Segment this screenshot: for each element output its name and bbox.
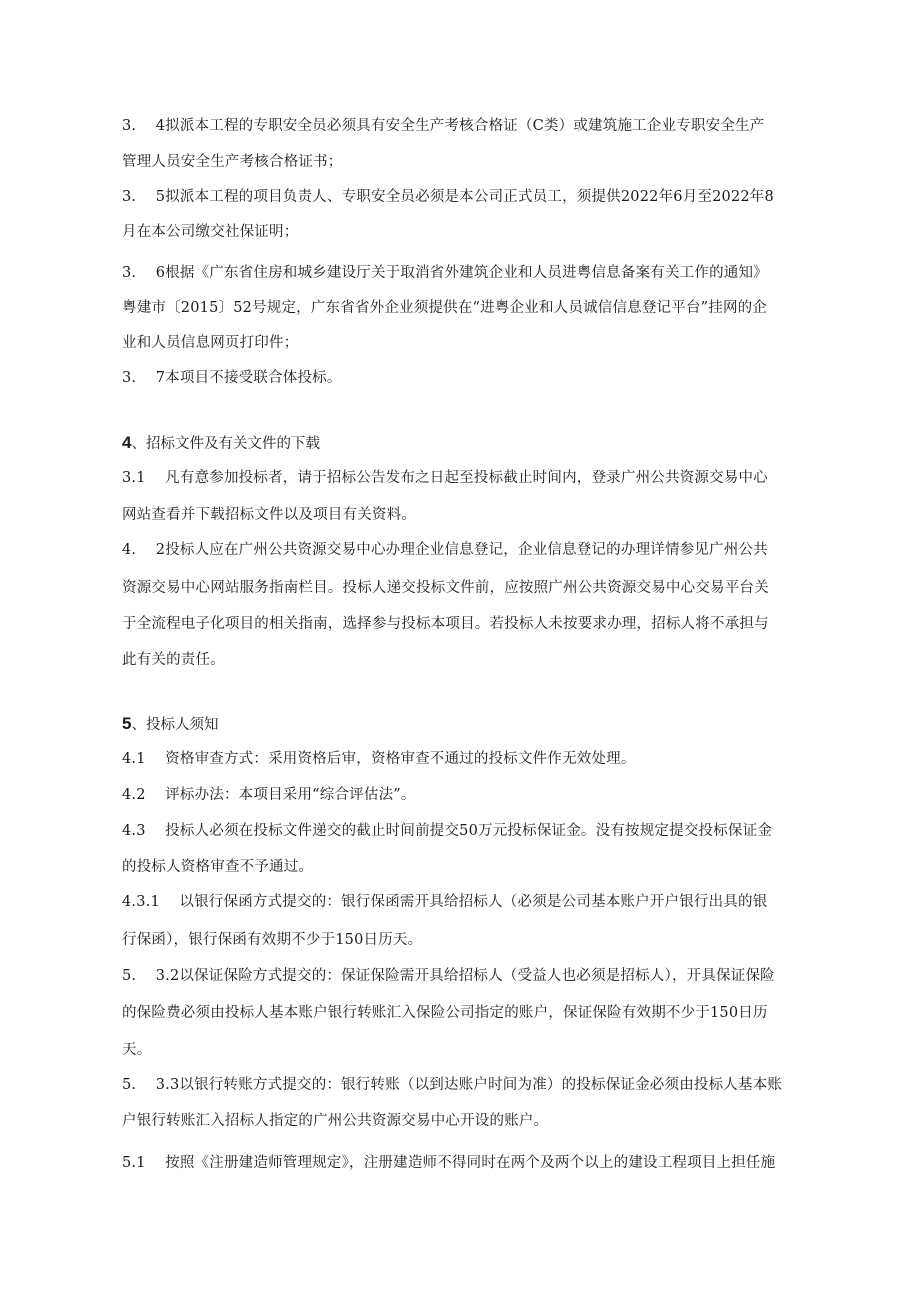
paragraph-line: 5. 3.3以银行转账方式提交的：银行转账（以到达账户时间为准）的投标保证金必须由投标人基本账 (122, 1077, 783, 1093)
paragraph-line: 业和人员信息网页打印件； (122, 335, 299, 351)
paragraph-line: 4. 2投标人应在广州公共资源交易中心办理企业信息登记，企业信息登记的办理详情参见广州公共 (122, 542, 768, 558)
section-title: 、招标文件及有关文件的下载 (131, 436, 320, 452)
paragraph-line: 4.3.1 以银行保函方式提交的：银行保函需开具给招标人（必须是公司基本账户开户银行出具的银 (122, 894, 768, 910)
section-heading-bidder-notice (122, 714, 218, 735)
paragraph-line: 户银行转账汇入招标人指定的广州公共资源交易中心开设的账户。 (122, 1113, 549, 1129)
paragraph-line: 5.1 按照《注册建造师管理规定》，注册建造师不得同时在两个及两个以上的建设工程项目上担任施 (122, 1155, 776, 1171)
paragraph-line: 4.1 资格审查方式：采用资格后审，资格审查不通过的投标文件作无效处理。 (122, 751, 636, 767)
paragraph-line: 4.2 评标办法：本项目采用“综合评估法”。 (122, 787, 416, 803)
paragraph-line: 5. 3.2以保证保险方式提交的：保证保险需开具给招标人（受益人也必须是招标人），开具保证保险 (122, 968, 775, 984)
paragraph-line: 4.3 投标人必须在投标文件递交的截止时间前提交50万元投标保证金。没有按规定提交投标保证金 (122, 823, 773, 839)
section-number: 4 (122, 433, 132, 452)
paragraph-line: 资源交易中心网站服务指南栏目。投标人递交投标文件前，应按照广州公共资源交易中心交易平台关 (122, 580, 769, 596)
paragraph-line: 管理人员安全生产考核合格证书； (122, 154, 343, 170)
paragraph-line: 粤建市〔2015〕52号规定，广东省省外企业须提供在“进粤企业和人员诚信信息登记平台”挂网的企 (122, 300, 768, 316)
section-number: 5 (122, 714, 132, 733)
paragraph-line: 的投标人资格审查不予通过。 (122, 859, 314, 875)
paragraph-line: 3.1 凡有意参加投标者，请于招标公告发布之日起至投标截止时间内，登录广州公共资源交易中心 (122, 470, 768, 486)
paragraph-line: 3. 5拟派本工程的项目负责人、专职安全员必须是本公司正式员工，须提供2022年6月至2022年8 (122, 189, 774, 205)
section-title: 、投标人须知 (131, 717, 219, 733)
paragraph-line: 网站查看并下载招标文件以及项目有关资料。 (122, 507, 416, 523)
paragraph-line: 的保险费必须由投标人基本账户银行转账汇入保险公司指定的账户，保证保险有效期不少于150日历 (122, 1005, 768, 1021)
paragraph-line: 于全流程电子化项目的相关指南，选择参与投标本项目。若投标人未按要求办理，招标人将不承担与 (122, 616, 769, 632)
paragraph-line: 此有关的责任。 (122, 652, 225, 668)
paragraph-line: 3. 7本项目不接受联合体投标。 (122, 370, 342, 386)
paragraph-line: 3. 4拟派本工程的专职安全员必须具有安全生产考核合格证（C类）或建筑施工企业专职安全生产 (122, 118, 765, 134)
paragraph-line: 行保函），银行保函有效期不少于150日历天。 (122, 932, 423, 948)
paragraph-line: 月在本公司缴交社保证明； (122, 224, 299, 240)
paragraph-line: 3. 6根据《广东省住房和城乡建设厅关于取消省外建筑企业和人员进粤信息备案有关工作的通知》 (122, 265, 768, 281)
section-heading-download (122, 433, 320, 454)
paragraph-line: 天。 (122, 1042, 152, 1058)
